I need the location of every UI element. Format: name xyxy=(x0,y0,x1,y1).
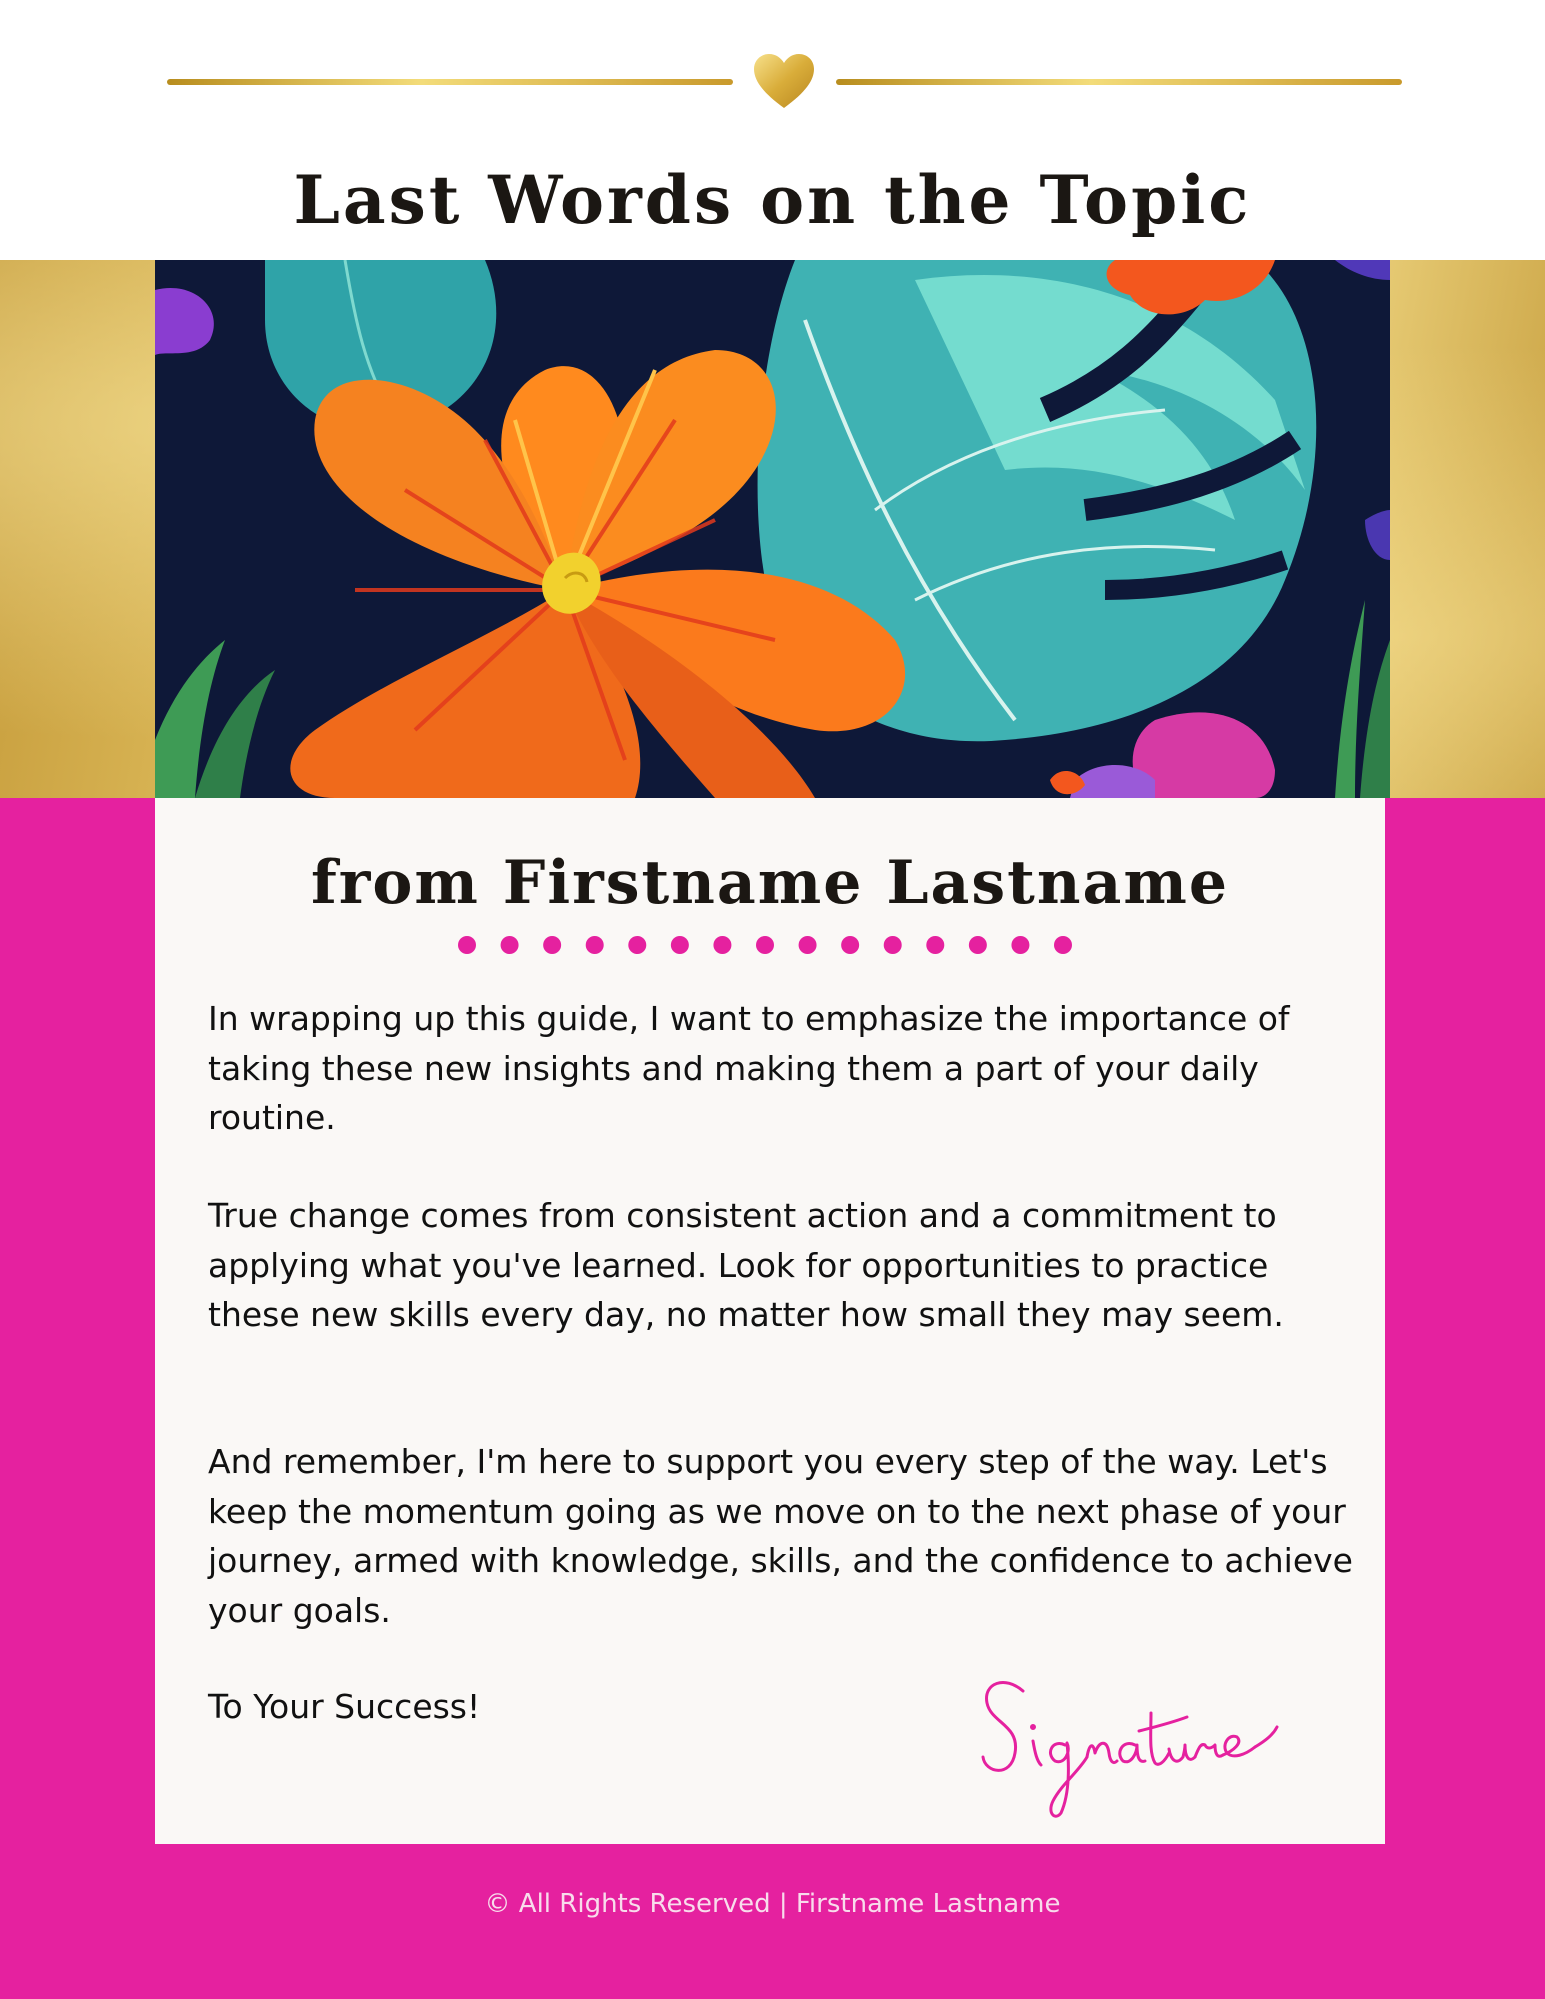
divider-dot xyxy=(884,936,902,954)
divider-dot xyxy=(628,936,646,954)
gold-divider-line-right xyxy=(836,79,1402,85)
divider-dot xyxy=(543,936,561,954)
divider-dot xyxy=(841,936,859,954)
divider-dot xyxy=(586,936,604,954)
divider-dot xyxy=(671,936,689,954)
pink-dot-divider xyxy=(455,935,1075,955)
handwritten-signature xyxy=(975,1653,1295,1823)
footer-copyright: © All Rights Reserved | Firstname Lastname xyxy=(484,1889,1061,1919)
letter-closing: To Your Success! xyxy=(208,1687,481,1726)
divider-dot xyxy=(501,936,519,954)
divider-dot xyxy=(1011,936,1029,954)
tropical-flower-illustration xyxy=(155,260,1390,798)
letter-card xyxy=(155,798,1385,1844)
divider-dot xyxy=(1054,936,1072,954)
divider-dot xyxy=(458,936,476,954)
divider-dot xyxy=(799,936,817,954)
gold-heart-icon xyxy=(752,52,816,110)
letter-paragraph-2: True change comes from consistent action and a commitment to applying what you've learned. Look for opportunities to practice these new skills every day, no matter how small they may seem. xyxy=(208,1196,1284,1334)
letter-paragraph-3: And remember, I'm here to support you every step of the way. Let's keep the momentum going as we move on to the next phase of your journey, armed with knowledge, skills, and the confidence to achieve your goals. xyxy=(208,1442,1353,1630)
divider-dot xyxy=(926,936,944,954)
divider-dot xyxy=(713,936,731,954)
divider-dot xyxy=(756,936,774,954)
page-title: Last Words on the Topic xyxy=(293,161,1252,239)
divider-dot xyxy=(969,936,987,954)
letter-subtitle: from Firstname Lastname xyxy=(310,848,1230,918)
letter-paragraph-1: In wrapping up this guide, I want to emphasize the importance of taking these new insights and making them a part of your daily routine. xyxy=(208,999,1290,1137)
gold-divider-line-left xyxy=(167,79,733,85)
